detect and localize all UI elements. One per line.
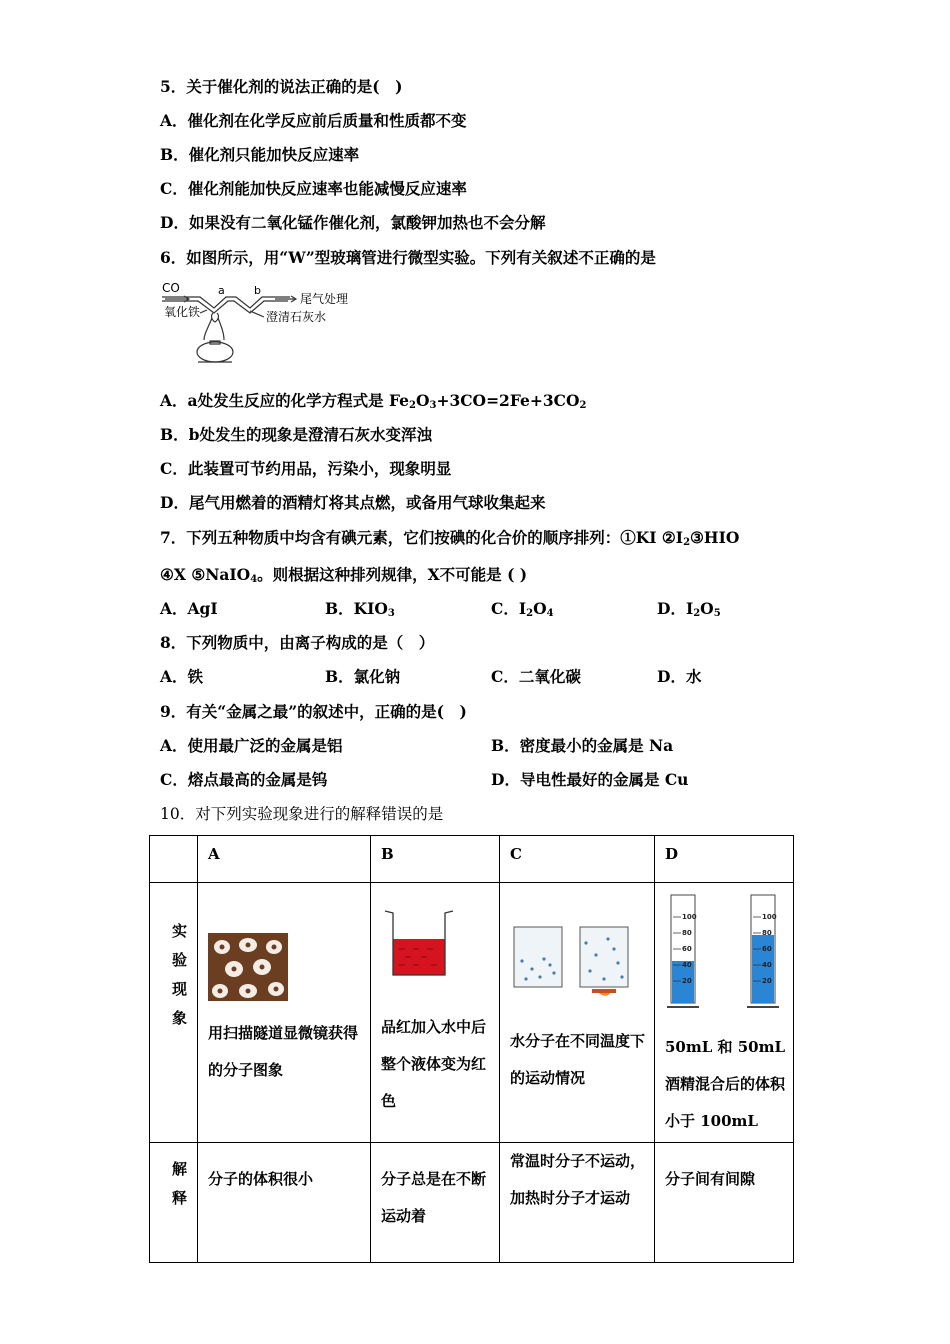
iron-oxide-label: 氧化铁 — [164, 305, 201, 319]
table-header-empty — [150, 836, 198, 883]
q6-option-c: C．此装置可节约用品，污染小，现象明显 — [160, 459, 452, 478]
limewater-label: 澄清石灰水 — [266, 310, 327, 324]
beaker-red-liquid-image — [383, 905, 455, 979]
cell-d-phenomenon — [655, 883, 794, 1143]
row-label-phenomenon — [150, 883, 198, 1143]
cell-a-phenomenon — [198, 883, 371, 1143]
cell-a-explanation: 分子的体积很小 — [198, 1143, 371, 1263]
cell-b-phenomenon-text: 品红加入水中后整个液体变为红色 — [381, 1018, 487, 1110]
q7-stem-line1: 7．下列五种物质中均含有碘元素，它们按碘的化合价的顺序排列：①KI $②I_2③HIO$ — [160, 528, 740, 548]
w-tube-apparatus-diagram — [160, 280, 375, 372]
q9-option-d: D．导电性最好的金属是 Cu — [491, 770, 689, 789]
table-header-a: A — [198, 836, 371, 883]
q6-option-d: D．尾气用燃着的酒精灯将其点燃，或备用气球收集起来 — [160, 493, 546, 512]
row-label-explanation-text: 解释 — [170, 1161, 188, 1219]
q5-option-b: B．催化剂只能加快反应速率 — [160, 145, 360, 164]
co-label: CO — [162, 281, 180, 295]
q7-option-b: B．$KIO_3$ — [325, 599, 395, 619]
q9-option-c: C．熔点最高的金属是钨 — [160, 770, 328, 789]
q7-stem-line2: ④X ⑤NaIO$_4$。则根据这种排列规律，X不可能是 ( ) — [160, 565, 528, 585]
q5-option-c: C．催化剂能加快反应速率也能减慢反应速率 — [160, 179, 467, 198]
tick-left-40: 40 — [682, 961, 692, 969]
q6-stem: 6．如图所示，用“W”型玻璃管进行微型实验。下列有关叙述不正确的是 — [160, 248, 656, 267]
q8-option-b: B．氯化钠 — [325, 667, 401, 686]
q9-option-a: A．使用最广泛的金属是铝 — [160, 736, 343, 755]
graduated-cylinders-image — [665, 891, 787, 1013]
cell-d-phenomenon-text: 50mL 和 50mL 酒精混合后的体积小于 100mL — [665, 1038, 786, 1130]
table-header-c: C — [500, 836, 655, 883]
q7-option-d: D．$I_2O_5$ — [657, 599, 721, 619]
cell-c-phenomenon — [500, 883, 655, 1143]
q6-option-a: A．a处发生反应的化学方程式是 $Fe_2O_3+3CO=2Fe+3CO_2$ — [160, 391, 587, 411]
row-label-phenomenon-text: 实验现象 — [170, 923, 188, 1039]
q7-option-c: C．$I_2O_4$ — [491, 599, 554, 619]
q8-option-c: C．二氧化碳 — [491, 667, 581, 686]
cell-a-phenomenon-text: 用扫描隧道显微镜获得的分子图象 — [208, 1024, 359, 1079]
q5-option-a: A．催化剂在化学反应前后质量和性质都不变 — [160, 111, 467, 130]
table-header-d: D — [655, 836, 794, 883]
table-header-b: B — [371, 836, 500, 883]
q7-option-a: A．AgI — [160, 599, 218, 618]
tick-left-60: 60 — [682, 945, 692, 953]
q8-option-d: D．水 — [657, 667, 702, 686]
q8-option-a: A．铁 — [160, 667, 204, 686]
tick-right-100: 100 — [762, 913, 777, 921]
tick-left-80: 80 — [682, 929, 692, 937]
q10-stem: 10．对下列实验现象进行的解释错误的是 — [160, 805, 444, 823]
q5-stem: 5．关于催化剂的说法正确的是( ) — [160, 77, 403, 96]
tick-left-100: 100 — [682, 913, 697, 921]
beakers-temperature-image — [510, 919, 644, 1001]
tick-right-20: 20 — [762, 977, 772, 985]
tick-right-80: 80 — [762, 929, 772, 937]
stm-molecule-image — [208, 933, 288, 1001]
q9-stem: 9．有关“金属之最”的叙述中，正确的是( ) — [160, 702, 467, 721]
cell-d-explanation: 分子间有间隙 — [655, 1143, 794, 1263]
a-label: a — [218, 284, 225, 297]
cell-b-explanation: 分子总是在不断运动着 — [371, 1143, 500, 1263]
tick-right-60: 60 — [762, 945, 772, 953]
tick-left-20: 20 — [682, 977, 692, 985]
cell-c-phenomenon-text: 水分子在不同温度下的运动情况 — [510, 1032, 646, 1087]
q5-option-d: D．如果没有二氧化锰作催化剂，氯酸钾加热也不会分解 — [160, 213, 546, 232]
q9-option-b: B．密度最小的金属是 Na — [491, 736, 674, 755]
q8-stem: 8．下列物质中，由离子构成的是（ ） — [160, 633, 435, 652]
q10-table — [149, 835, 794, 1263]
b-label: b — [254, 284, 261, 297]
cell-c-explanation: 常温时分子不运动，加热时分子才运动 — [500, 1143, 655, 1263]
tail-gas-label: 尾气处理 — [300, 292, 349, 306]
row-label-explanation — [150, 1143, 198, 1263]
q6-option-b: B．b处发生的现象是澄清石灰水变浑浊 — [160, 425, 432, 444]
tick-right-40: 40 — [762, 961, 772, 969]
cell-b-phenomenon — [371, 883, 500, 1143]
